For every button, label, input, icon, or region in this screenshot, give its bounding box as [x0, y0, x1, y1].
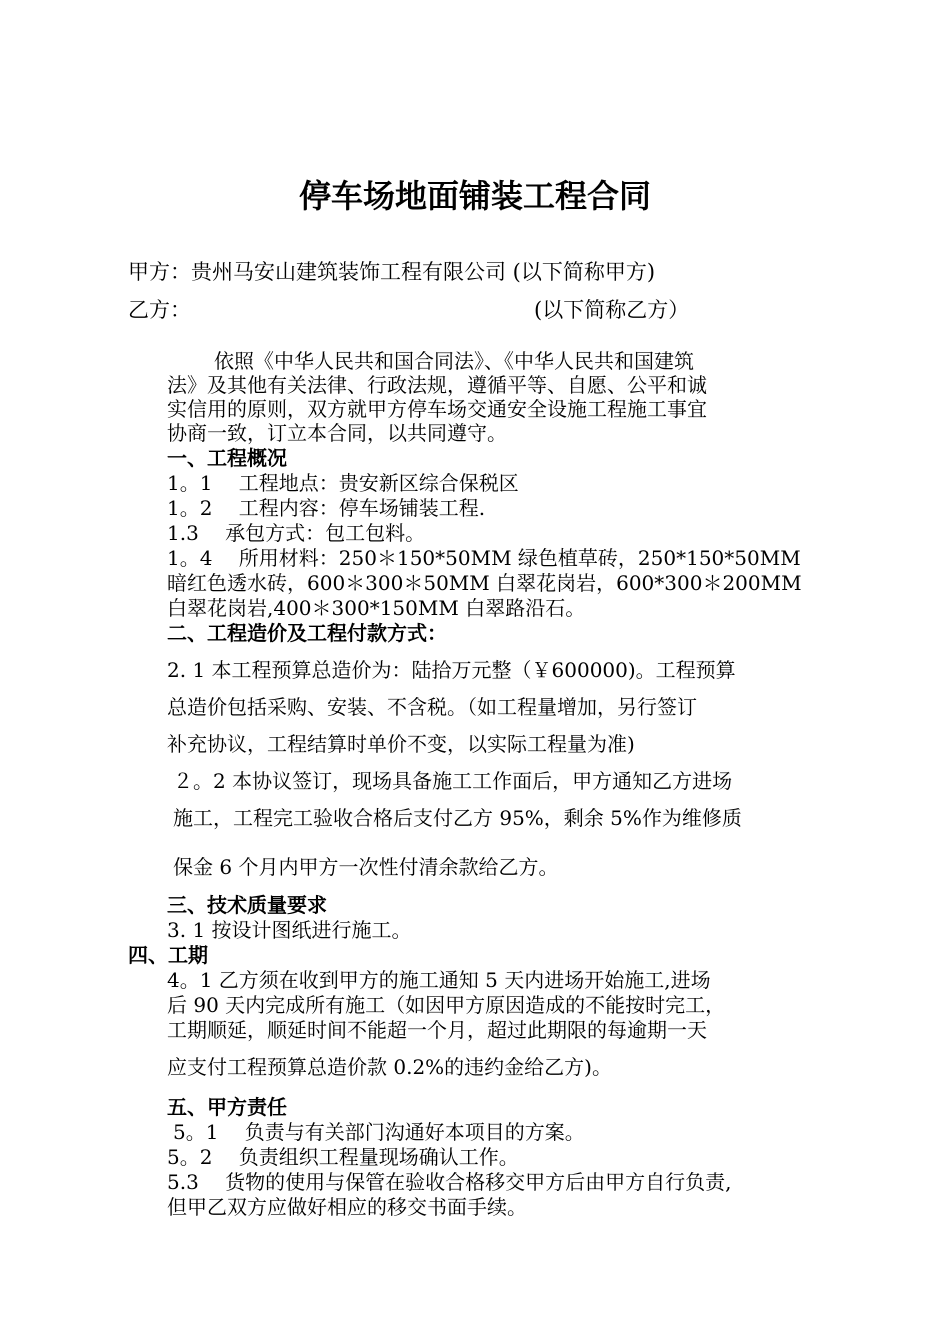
clause-line: 3. 1 按设计图纸进行施工。 — [167, 918, 412, 942]
clause-line: 暗红色透水砖，600＊300＊50MM 白翠花岗岩，600*300＊200MM — [167, 571, 802, 595]
party-b-label: 乙方： — [128, 298, 191, 322]
section-heading: 五、甲方责任 — [167, 1095, 287, 1119]
section-heading: 四、工期 — [128, 943, 208, 967]
section-heading: 一、工程概况 — [167, 446, 287, 470]
clause-line: 1。1 工程地点：贵安新区综合保税区 — [167, 471, 519, 495]
preamble-line: 法》及其他有关法律、行政法规，遵循平等、自愿、公平和诚 — [167, 373, 707, 397]
preamble-line: 实信用的原则，双方就甲方停车场交通安全设施工程施工事宜 — [167, 397, 707, 421]
clause-line: 应支付工程预算总造价款 0.2%的违约金给乙方)。 — [167, 1055, 612, 1079]
clause-line: 2. 1 本工程预算总造价为：陆拾万元整（￥600000)。工程预算 — [167, 658, 736, 682]
party-b-suffix: (以下简称乙方） — [534, 298, 690, 322]
party-a-line: 甲方：贵州马安山建筑装饰工程有限公司 (以下简称甲方) — [128, 260, 656, 284]
clause-line: 5.3 货物的使用与保管在验收合格移交甲方后由甲方自行负责, — [167, 1170, 732, 1194]
preamble-line: 协商一致，订立本合同，以共同遵守。 — [167, 421, 507, 445]
clause-line: 施工，工程完工验收合格后支付乙方 95%，剩余 5%作为维修质 — [173, 806, 742, 830]
clause-line: 1。2 工程内容：停车场铺装工程. — [167, 496, 486, 520]
clause-line: ２。2 本协议签订，现场具备施工工作面后，甲方通知乙方进场 — [173, 769, 733, 793]
section-heading: 三、技术质量要求 — [167, 893, 327, 917]
clause-line: 5。1 负责与有关部门沟通好本项目的方案。 — [173, 1120, 585, 1144]
contract-title: 停车场地面铺装工程合同 — [298, 177, 651, 215]
clause-line: 后 90 天内完成所有施工（如因甲方原因造成的不能按时完工， — [167, 993, 726, 1017]
preamble-line: 依照《中华人民共和国合同法》、《中华人民共和国建筑 — [214, 349, 694, 373]
clause-line: 但甲乙双方应做好相应的移交书面手续。 — [167, 1195, 527, 1219]
clause-line: 5。2 负责组织工程量现场确认工作。 — [167, 1145, 519, 1169]
clause-line: 白翠花岗岩,400＊300*150MM 白翠路沿石。 — [167, 596, 586, 620]
clause-line: 1.3 承包方式：包工包料。 — [167, 521, 426, 545]
clause-line: 工期顺延，顺延时间不能超一个月，超过此期限的每逾期一天 — [167, 1018, 707, 1042]
clause-line: 补充协议，工程结算时单价不变，以实际工程量为准) — [167, 732, 635, 756]
clause-line: 1。4 所用材料：250＊150*50MM 绿色植草砖，250*150*50MM — [167, 546, 801, 570]
section-heading: 二、工程造价及工程付款方式： — [167, 621, 447, 645]
clause-line: 保金 6 个月内甲方一次性付清余款给乙方。 — [173, 855, 559, 879]
clause-line: 总造价包括采购、安装、不含税。（如工程量增加，另行签订 — [167, 695, 697, 719]
clause-line: 4。1 乙方须在收到甲方的施工通知 5 天内进场开始施工,进场 — [167, 968, 711, 992]
